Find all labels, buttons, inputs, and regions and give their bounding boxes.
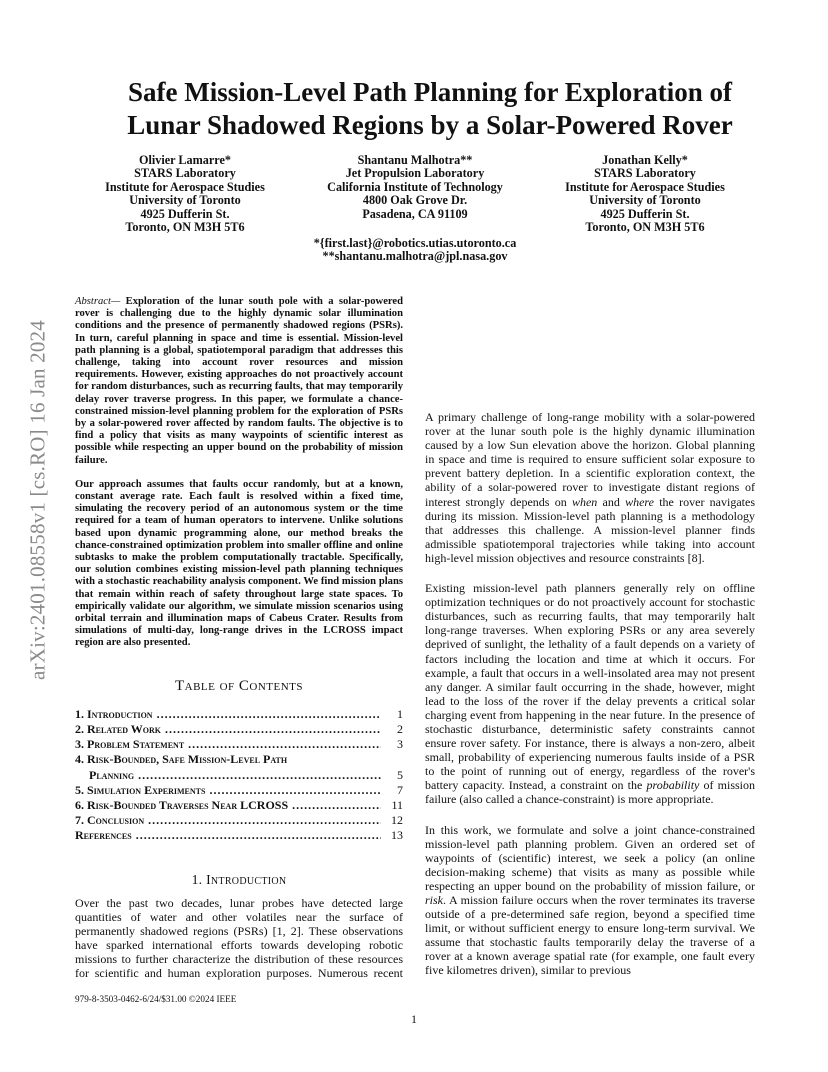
toc-entry-label: 6. Risk-Bounded Traverses Near LCROSS	[75, 797, 289, 812]
toc-entry-page: 5	[397, 767, 403, 782]
intro-paragraph-4: In this work, we formulate and solve a joint chance-constrained mission-level path planning problem. Given an ordered set of waypoints of (scientific) interest, we seek a policy (an online decision-making scheme) that visits as many as possible while respecting an upper bound on the probability of mission failure, or risk. A mission failure occurs when the rover terminates its traverse outside of a pre-determined safe region, beyond a specified time limit, or without sufficient energy to ensure long-term survival. We assume that stochastic faults temporarily delay the traverse of a rover at a known average spatial rate (for example, one fault every five kilometres driven), similar to previous	[425, 822, 755, 978]
toc-entry[interactable]	[75, 737, 403, 752]
intro-paragraph-2: A primary challenge of long-range mobility with a solar-powered rover at the lunar south pole is the highly dynamic illumination caused by a low Sun elevation above the horizon. Global planning in space and time is required to ensure sufficient solar exposure to prevent battery depletion. In a scientific exploration context, the ability of a solar-powered rover to investigate distant regions of interest strongly depends on when and where the rover navigates during its mission. Mission-level path planning is a methodology that addresses this challenge. A mission-level planner finds admissible spatiotemporal trajectories while taking into account high-level mission objectives and resource constraints [8].	[425, 410, 755, 565]
copyright-footnote: 979-8-3503-0462-6/24/$31.00 ©2024 IEEE	[75, 994, 237, 1004]
toc-entry[interactable]	[75, 813, 403, 828]
author-block-2	[310, 154, 520, 221]
toc-entry[interactable]	[75, 828, 403, 843]
author-affiliation: California Institute of Technology	[327, 179, 503, 194]
toc-entry-label: 3. Problem Statement	[75, 737, 185, 752]
author-affiliation: Pasadena, CA 91109	[362, 206, 468, 221]
toc-entry-page: 7	[397, 782, 403, 797]
toc-entry-page: 2	[397, 721, 403, 736]
emphasis-where: where	[625, 494, 654, 509]
email-line: *{first.last}@robotics.utias.utoronto.ca	[313, 236, 517, 250]
toc-entry[interactable]	[75, 722, 403, 737]
author-affiliation: 4925 Dufferin St.	[140, 206, 230, 221]
toc-heading: Table of Contents	[174, 677, 304, 694]
title-line-1: Safe Mission-Level Path Planning for Exploration of	[127, 77, 733, 107]
toc-entry[interactable]	[75, 798, 403, 813]
author-affiliation: Institute for Aerospace Studies	[105, 179, 265, 194]
intro-paragraph-3: Existing mission-level path planners generally rely on offline optimization techniques or do not proactively account for stochastic disturbances, such as recurring faults, that may temporarily halt long-range traverses. When exploring PSRs or any area severely deprived of sunlight, the lethality of a fault depends on a variety of factors including the location and time at which it occurs. For example, a fault that occurs in a well-insolated area may not present any danger. A similar fault occurring in the shade, however, might lead to the loss of the rover if the delay prevents a critical solar charging event from happening in the near future. In the presence of stochastic disturbance, deterministic safety constraints cannot ensure rover safety. For instance, there is always a non-zero, albeit small, probability of experiencing numerous faults inside of a PSR to the point of running out of energy, regardless of the rover's battery capacity. Instead, a constraint on the probability of mission failure (also called a chance-constraint) is more appropriate.	[425, 581, 756, 807]
author-name: Shantanu Malhotra**	[357, 153, 473, 167]
toc-entry-page: 3	[397, 737, 403, 752]
emphasis-probability: probability	[646, 778, 700, 793]
table-of-contents	[75, 707, 403, 844]
author-affiliation: University of Toronto	[589, 193, 701, 208]
author-affiliation: Institute for Aerospace Studies	[565, 179, 725, 194]
author-block-3	[550, 154, 740, 234]
abstract-paragraph-2: Our approach assumes that faults occur randomly, but at a known, constant average rate. Each fault is resolved within a fixed time, simulating the recovery period of an autonomous system or the time required for a team of human operators to intervene. Unlike solutions based upon dynamic programming alone, our method breaks the chance-constrained optimization problem into smaller offline and online subtasks to make the problem computationally tractable. Specifically, our solution combines existing mission-level path planning techniques with a stochastic reachability analysis component. We find mission plans that remain within reach of safety throughout large state spaces. To empirically validate our algorithm, we simulate mission scenarios using orbital terrain and illumination maps of Cabeus Crater. Results from simulations of multi-day, long-range drives in the LCROSS impact region are also presented.	[75, 478, 403, 649]
intro-paragraph-1: Over the past two decades, lunar probes have detected large quantities of water and other volatiles near the surface of permanently shadowed regions (PSRs) [1, 2]. These observations have sparked international efforts towards developing robotic missions to further characterize the distribution of these resources for scientific and human exploration purposes. Numerous recent	[75, 895, 403, 980]
left-column	[75, 296, 403, 996]
abstract-label: Abstract—	[75, 296, 121, 307]
toc-entry-page: 1	[397, 706, 403, 721]
toc-entry-label: References	[75, 828, 132, 843]
toc-entry-page: 11	[391, 797, 403, 812]
author-affiliation: Jet Propulsion Laboratory	[345, 166, 485, 181]
toc-entry-label: 5. Simulation Experiments	[75, 782, 206, 797]
author-affiliation: STARS Laboratory	[134, 166, 236, 181]
arxiv-stamp	[18, 290, 58, 710]
author-affiliation: 4925 Dufferin St.	[600, 206, 690, 221]
author-affiliation: STARS Laboratory	[594, 166, 696, 181]
toc-entry[interactable]	[75, 752, 403, 767]
arxiv-stamp-text: arXiv:2401.08558v1 [cs.RO] 16 Jan 2024	[25, 320, 50, 680]
emphasis-when: when	[571, 494, 598, 509]
toc-entry-label: 7. Conclusion	[75, 813, 145, 828]
toc-entry[interactable]	[75, 768, 403, 783]
toc-entry[interactable]	[75, 707, 403, 722]
title-line-2: Lunar Shadowed Regions by a Solar-Powered Rover	[127, 110, 733, 140]
toc-entry-page: 12	[391, 813, 403, 828]
author-affiliation: Toronto, ON M3H 5T6	[125, 220, 245, 235]
toc-entry-label: 1. Introduction	[75, 706, 153, 721]
author-emails	[250, 237, 580, 264]
section-heading-introduction: 1. Introduction	[191, 871, 287, 887]
page-number: 1	[411, 1012, 417, 1026]
author-affiliation: 4800 Oak Grove Dr.	[362, 193, 468, 208]
author-affiliation: University of Toronto	[129, 193, 241, 208]
author-block-1	[90, 154, 280, 234]
toc-entry[interactable]	[75, 783, 403, 798]
paper-title	[70, 76, 790, 142]
right-column	[425, 296, 755, 994]
toc-entry-label: 2. Related Work	[75, 721, 161, 736]
toc-entry-page: 13	[391, 828, 403, 843]
emphasis-risk: risk	[425, 893, 443, 907]
author-name: Olivier Lamarre*	[139, 153, 231, 167]
abstract-paragraph-1	[75, 296, 403, 467]
toc-entry-label: Planning	[89, 767, 135, 782]
toc-entry-label: 4. Risk-Bounded, Safe Mission-Level Path	[75, 752, 288, 767]
email-line: **shantanu.malhotra@jpl.nasa.gov	[322, 249, 508, 264]
abstract-text-1: Exploration of the lunar south pole with a solar-powered rover is challenging due to the highly dynamic solar illumination conditions and the presence of permanently shadowed regions (PSRs). In turn, careful planning in space and time is essential. Mission-level path planning is a global, spatiotemporal paradigm that addresses this challenge, taking into account rover resources and mission requirements. However, existing approaches do not proactively account for random disturbances, such as recurring faults, that may temporarily delay rover traverse progress. In this paper, we formulate a chance-constrained mission-level planning problem for the exploration of PSRs by a solar-powered rover affected by random faults. The objective is to find a policy that visits as many waypoints of scientific interest as possible while respecting an upper bound on the probability of mission failure.	[75, 296, 403, 466]
author-affiliation: Toronto, ON M3H 5T6	[585, 220, 705, 235]
author-name: Jonathan Kelly*	[602, 153, 688, 167]
intro-paragraph-1-continued	[425, 296, 755, 394]
